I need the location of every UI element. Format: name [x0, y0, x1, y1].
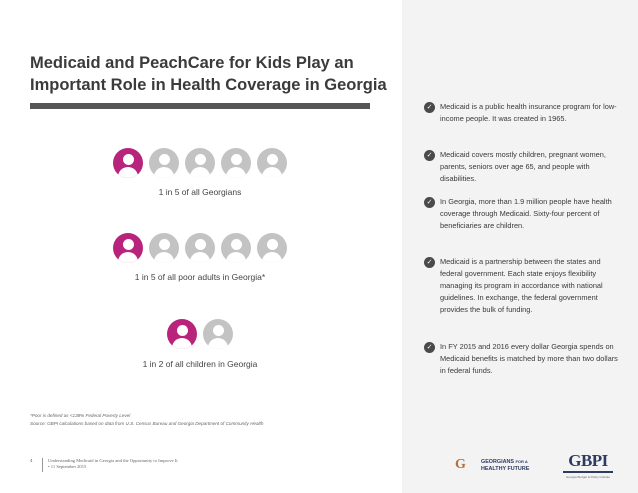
- bullet-text: Medicaid is a partnership between the states and federal government. Each state enjoys flexibility managing its program in accordance with national guidelines. In exchange, the federal government provides the bulk of funding.: [440, 257, 603, 314]
- page-number: 4: [30, 458, 33, 463]
- bullet-item: [424, 101, 624, 125]
- footnotes: [30, 412, 400, 428]
- bullet-text: In Georgia, more than 1.9 million people have health coverage through Medicaid. Sixty-four percent of beneficiaries are children.: [440, 197, 612, 230]
- bullet-item: [424, 341, 624, 377]
- person-icon: [221, 233, 251, 263]
- stat-label: 1 in 5 of all poor adults in Georgia*: [134, 272, 266, 282]
- bullet-item: [424, 196, 624, 232]
- person-icon: [185, 233, 215, 263]
- person-icons: [30, 319, 370, 349]
- gff-line-1: GEORGIANS: [481, 458, 514, 465]
- gff-line-2: HEALTHY FUTURE: [481, 465, 530, 472]
- bullet-text: Medicaid covers mostly children, pregnant women, parents, seniors over age 65, and people with disabilities.: [440, 150, 606, 183]
- stat-poor-adults: [30, 233, 370, 282]
- right-panel: [402, 0, 638, 493]
- footer-text: [48, 458, 178, 470]
- stat-label: 1 in 2 of all children in Georgia: [142, 359, 258, 369]
- bullet-text: In FY 2015 and 2016 every dollar Georgia spends on Medicaid benefits is matched by more than two dollars in federal funds.: [440, 342, 618, 375]
- footer-line-1: Understanding Medicaid in Georgia and the Opportunity to Improve It: [48, 458, 178, 463]
- gbpi-logo-subtitle: Georgia Budget & Policy Institute: [565, 475, 611, 479]
- footnote-source: Source: GBPI calculations based on data from U.S. Census Bureau and Georgia Department of Community Health: [30, 421, 264, 426]
- bullet-item: [424, 256, 624, 316]
- check-icon: ✓: [424, 197, 435, 208]
- person-icon: [221, 148, 251, 178]
- gff-logo-mark: G: [455, 457, 466, 472]
- person-icons: [30, 233, 370, 263]
- check-icon: ✓: [424, 102, 435, 113]
- person-icon: [203, 319, 233, 349]
- check-icon: ✓: [424, 150, 435, 161]
- footer-divider: [42, 458, 43, 472]
- gbpi-logo-mark: GBPI: [568, 451, 608, 470]
- stat-children: [30, 319, 370, 369]
- stat-label: 1 in 5 of all Georgians: [158, 187, 242, 197]
- bullet-item: [424, 149, 624, 185]
- person-icon: [149, 233, 179, 263]
- person-icon: [149, 148, 179, 178]
- title-underline: [30, 103, 370, 109]
- person-icons: [30, 148, 370, 178]
- footer: [30, 458, 178, 472]
- footer-line-2: • 11 September 2015: [48, 464, 87, 469]
- check-icon: ✓: [424, 342, 435, 353]
- person-icon: [257, 148, 287, 178]
- georgians-for-healthy-future-logo: [455, 455, 529, 475]
- bullet-text: Medicaid is a public health insurance program for low-income people. It was created in 1965.: [440, 102, 617, 123]
- page-title: Medicaid and PeachCare for Kids Play an Important Role in Health Coverage in Georgia: [30, 54, 387, 94]
- person-highlighted-icon: [113, 233, 143, 263]
- gbpi-logo-rule: [563, 471, 613, 473]
- person-highlighted-icon: [113, 148, 143, 178]
- gff-for: FOR A: [515, 458, 528, 464]
- footnote-poor-definition: *Poor is defined as <138% Federal Poverty Level: [30, 413, 131, 418]
- person-icon: [185, 148, 215, 178]
- person-icon: [257, 233, 287, 263]
- gbpi-logo: [563, 452, 613, 479]
- check-icon: ✓: [424, 257, 435, 268]
- person-highlighted-icon: [167, 319, 197, 349]
- gff-logo-text: [481, 458, 529, 473]
- stat-all-georgians: [30, 148, 370, 197]
